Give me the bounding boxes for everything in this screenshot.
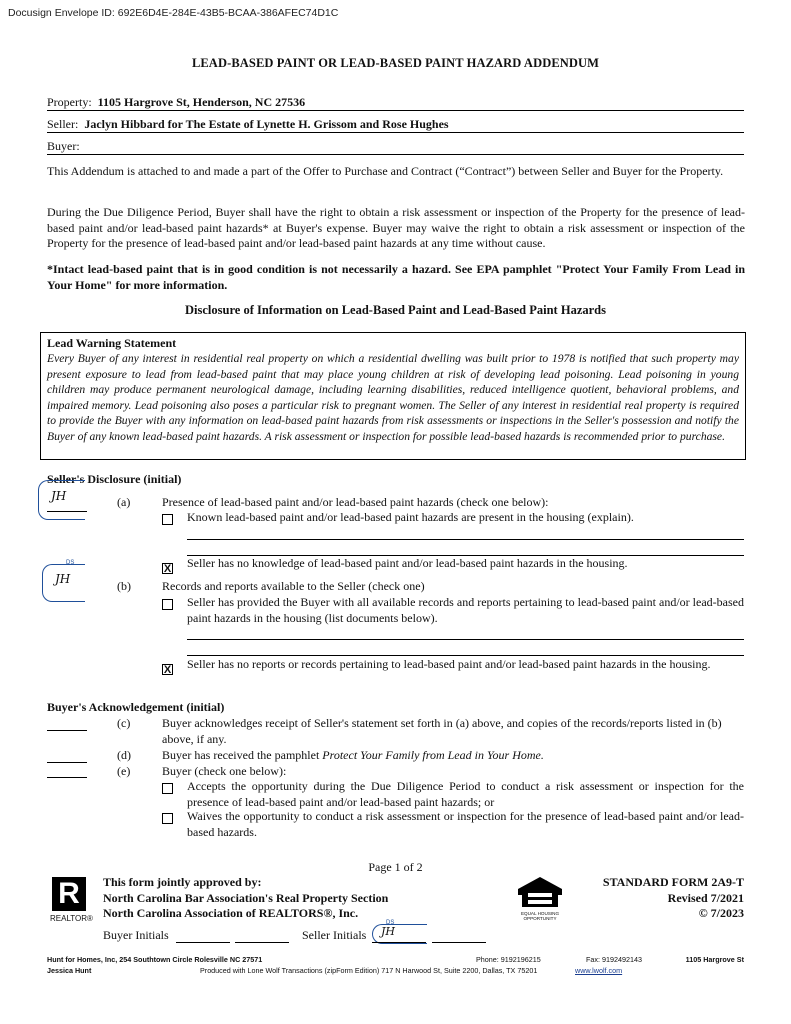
item-b-opt2-checkbox[interactable] bbox=[162, 660, 173, 678]
envelope-id: Docusign Envelope ID: 692E6D4E-284E-43B5-BCAA-386AFEC74D1C bbox=[8, 7, 339, 19]
seller-value: Jaclyn Hibbard for The Estate of Lynette H. Grissom and Rose Hughes bbox=[84, 117, 449, 131]
seller-label: Seller: bbox=[47, 117, 79, 131]
seller-initial-box-b[interactable] bbox=[42, 564, 85, 602]
buyer-initial-line-e[interactable] bbox=[47, 777, 87, 778]
checkbox-a2[interactable]: X bbox=[163, 563, 172, 575]
item-a-opt1-text: Known lead-based paint and/or lead-based paint hazards are present in the housing (explain). bbox=[187, 510, 634, 524]
buyer-ack-heading: Buyer's Acknowledgement (initial) bbox=[47, 700, 225, 714]
item-b-opt1-checkbox[interactable] bbox=[162, 597, 173, 615]
documents-line-1 bbox=[187, 639, 744, 640]
seller-field[interactable] bbox=[47, 117, 744, 133]
broker-phone: Phone: 9192196215 bbox=[476, 955, 541, 964]
property-value: 1105 Hargrove St, Henderson, NC 27536 bbox=[97, 95, 306, 109]
page-number: Page 1 of 2 bbox=[368, 860, 423, 874]
checkbox-b1[interactable] bbox=[162, 599, 173, 610]
seller-initials-b: JH bbox=[55, 572, 71, 586]
seller-initial-box-a[interactable] bbox=[38, 480, 85, 520]
approved-by-line-1: This form jointly approved by: bbox=[103, 875, 262, 889]
seller-initials-line-1[interactable] bbox=[372, 942, 426, 943]
item-a-opt2-checkbox[interactable] bbox=[162, 559, 173, 577]
broker-fax: Fax: 9192492143 bbox=[586, 955, 642, 964]
seller-initials-label: Seller Initials bbox=[302, 928, 367, 942]
item-b-opt1-text: Seller has provided the Buyer with all available records and reports pertaining to lead-based paint and/or lead-based paint hazards in the housing (list documents below). bbox=[187, 595, 744, 625]
page-title: LEAD-BASED PAINT OR LEAD-BASED PAINT HAZARD ADDENDUM bbox=[191, 56, 600, 70]
item-c-text: Buyer acknowledges receipt of Seller's statement set forth in (a) above, and copies of the records/reports listed in (b) above, if any. bbox=[162, 716, 722, 746]
form-revised: Revised 7/2021 bbox=[667, 891, 744, 905]
due-diligence-paragraph: During the Due Diligence Period, Buyer shall have the right to obtain a risk assessment or inspection of the Property for the presence of lead-based paint and/or lead-based paint hazards* at Buyer's expense. Buyer may waive the right to obtain a risk assessment or inspection of the Property for the presence of lead-based paint and/or lead-based paint hazards at any time without cause. bbox=[47, 205, 745, 250]
explain-line-1 bbox=[187, 539, 744, 540]
item-a-opt2-text: Seller has no knowledge of lead-based paint and/or lead-based paint hazards in the housing. bbox=[187, 556, 628, 570]
produced-by: Produced with Lone Wolf Transactions (zipForm Edition) 717 N Harwood St, Suite 2200, Dallas, TX 75201 bbox=[200, 966, 538, 975]
checkbox-a1[interactable] bbox=[162, 514, 173, 525]
buyer-initial-line-c[interactable] bbox=[47, 730, 87, 731]
item-e-letter: (e) bbox=[117, 764, 131, 778]
buyer-label: Buyer: bbox=[47, 139, 80, 153]
approved-by-line-2: North Carolina Bar Association's Real Property Section bbox=[103, 891, 389, 905]
realtor-label: REALTOR® bbox=[50, 914, 93, 923]
item-c-letter: (c) bbox=[117, 716, 131, 730]
item-d-letter: (d) bbox=[117, 748, 131, 762]
form-copyright: © 7/2023 bbox=[698, 906, 744, 920]
file-name: 1105 Hargrove St bbox=[685, 955, 744, 964]
item-b-text: Records and reports available to the Seller (check one) bbox=[162, 579, 425, 593]
buyer-field[interactable] bbox=[47, 139, 744, 155]
addendum-paragraph: This Addendum is attached to and made a part of the Offer to Purchase and Contract (“Contract”) between Seller and Buyer for the Property. bbox=[47, 164, 724, 178]
item-e-opt1-text: Accepts the opportunity during the Due Diligence Period to conduct a risk assessment or inspection for the presence of lead-based paint and/or lead-based paint hazards; or bbox=[187, 779, 744, 809]
item-b-opt2-text: Seller has no reports or records pertaining to lead-based paint and/or lead-based paint hazards in the housing. bbox=[187, 657, 711, 671]
item-a-text: Presence of lead-based paint and/or lead-based paint hazards (check one below): bbox=[162, 495, 549, 509]
docusign-tag-b: DS bbox=[66, 560, 75, 566]
item-e-opt1-checkbox[interactable] bbox=[162, 781, 173, 799]
buyer-initial-line-d[interactable] bbox=[47, 762, 87, 763]
property-field[interactable] bbox=[47, 95, 744, 111]
broker-company: Hunt for Homes, Inc, 254 Southtown Circle Rolesville NC 27571 bbox=[47, 955, 263, 964]
lead-warning-box bbox=[40, 332, 746, 460]
checkbox-b2[interactable]: X bbox=[163, 664, 172, 676]
seller-initials-footer: JH bbox=[381, 925, 396, 938]
equal-housing-label: EQUAL HOUSING OPPORTUNITY bbox=[520, 911, 560, 921]
docusign-tag-footer: DS bbox=[386, 920, 395, 926]
checkbox-e1[interactable] bbox=[162, 783, 173, 794]
seller-initials-box-footer[interactable] bbox=[372, 924, 427, 944]
seller-initials-a: JH bbox=[51, 489, 67, 503]
seller-disclosure-heading: Seller's Disclosure (initial) bbox=[47, 472, 182, 486]
disclosure-heading: Disclosure of Information on Lead-Based Paint and Lead-Based Paint Hazards bbox=[185, 303, 606, 317]
documents-line-2 bbox=[187, 655, 744, 656]
property-label: Property: bbox=[47, 95, 92, 109]
seller-initials-line-2[interactable] bbox=[432, 942, 486, 943]
item-e-text: Buyer (check one below): bbox=[162, 764, 287, 778]
item-b-letter: (b) bbox=[117, 579, 131, 593]
item-a-opt1-checkbox[interactable] bbox=[162, 512, 173, 530]
item-e-opt2-text: Waives the opportunity to conduct a risk assessment or inspection for the presence of lead-based paint and/or lead-based hazards. bbox=[187, 809, 744, 839]
intact-paint-note: *Intact lead-based paint that is in good condition is not necessarily a hazard. See EPA pamphlet "Protect Your Family From Lead in Your Home" for more information. bbox=[47, 262, 745, 292]
buyer-initials-line-2[interactable] bbox=[235, 942, 289, 943]
initial-line-a bbox=[47, 511, 87, 512]
checkbox-e2[interactable] bbox=[162, 813, 173, 824]
item-e-opt2-checkbox[interactable] bbox=[162, 811, 173, 829]
lead-warning-title: Lead Warning Statement bbox=[47, 336, 177, 350]
approved-by-line-3: North Carolina Association of REALTORS®, Inc. bbox=[103, 906, 359, 920]
item-a-letter: (a) bbox=[117, 495, 131, 509]
form-number: STANDARD FORM 2A9-T bbox=[602, 875, 744, 889]
agent-name: Jessica Hunt bbox=[47, 966, 92, 975]
item-d-text-italic: Protect Your Family from Lead in Your Home. bbox=[322, 748, 544, 762]
lwolf-link[interactable]: www.lwolf.com bbox=[575, 966, 623, 975]
buyer-initials-label: Buyer Initials bbox=[103, 928, 169, 942]
item-d-text-pre: Buyer has received the pamphlet bbox=[162, 748, 323, 762]
buyer-initials-line-1[interactable] bbox=[176, 942, 230, 943]
realtor-logo-icon: R bbox=[52, 877, 86, 911]
item-d-text bbox=[162, 748, 544, 764]
equal-housing-icon bbox=[514, 875, 566, 921]
lead-warning-body: Every Buyer of any interest in residential real property on which a residential dwelling was built prior to 1978 is notified that such property may present exposure to lead from lead-based paint that may place young children at risk of developing lead poisoning. Lead poisoning in young children may produce permanent neurological damage, including learning disabilities, reduced intelligence quotient, behavioral problems, and impaired memory. Lead poisoning also poses a particular risk to pregnant women. The Seller of any interest in residential real property is required to provide the Buyer with any information on lead-based paint hazards from risk assessments or inspections in the Seller's possession and notify the Buyer of any known lead-based paint hazards. A risk assessment or inspection for possible lead-based hazards is recommended prior to purchase. bbox=[47, 352, 739, 443]
